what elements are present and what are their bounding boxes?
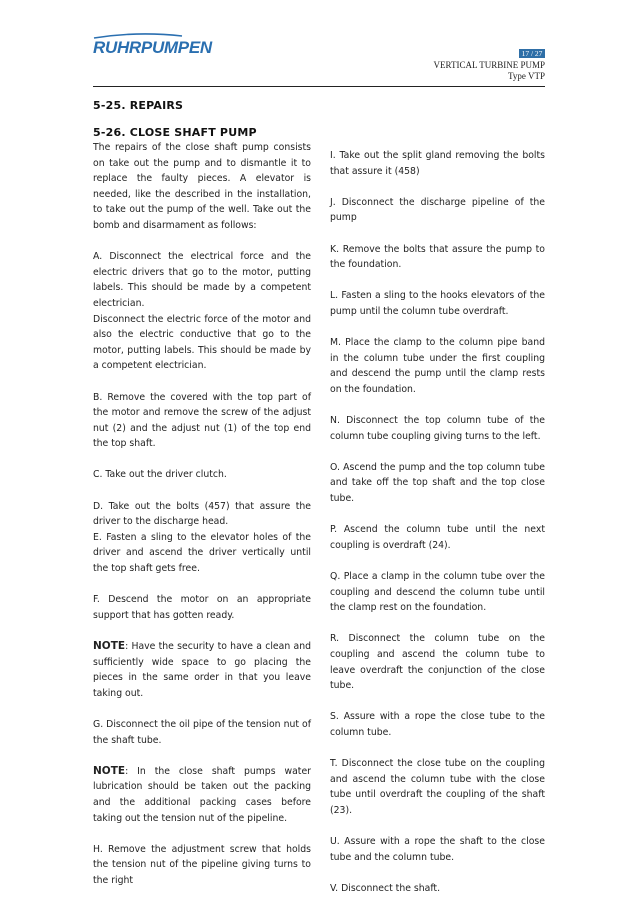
step-d-paragraph: D. Take out the bolts (457) that assure the driver to the discharge head. bbox=[93, 500, 311, 528]
note-2-paragraph bbox=[93, 764, 311, 826]
company-logo: RUHRPUMPEN bbox=[93, 38, 212, 57]
left-text-column bbox=[93, 140, 311, 904]
note-2-label: NOTE bbox=[93, 764, 126, 777]
document-subtitle: Type VTP bbox=[508, 71, 545, 81]
intro-paragraph: The repairs of the close shaft pump consists on take out the pump and to dismantle it to replace the faulty pieces. A elevator is needed, like the described in the installation, to take out the pump of the well. Take out the bomb and disarmament as follows: bbox=[93, 142, 311, 231]
step-h-paragraph: H. Remove the adjustment screw that holds the tension nut of the pipeline giving turns to the right bbox=[93, 843, 311, 886]
step-m-paragraph: M. Place the clamp to the column pipe band in the column tube under the first coupling and descend the pump until the clamp rests on the foundation. bbox=[330, 337, 545, 395]
step-c-paragraph: C. Take out the driver clutch. bbox=[93, 469, 227, 481]
section-heading-close-shaft-pump: 5-26. CLOSE SHAFT PUMP bbox=[93, 126, 257, 139]
header-divider bbox=[93, 86, 545, 87]
note-1-paragraph bbox=[93, 639, 311, 701]
step-a-continued-paragraph: Disconnect the electric force of the motor and also the electric conductive that go to the motor, putting labels. This should be made by a competent electrician. bbox=[93, 313, 311, 372]
step-p-paragraph: P. Ascend the column tube until the next coupling is overdraft (24). bbox=[330, 524, 545, 551]
page-number-badge: 17 / 27 bbox=[519, 49, 545, 58]
step-i-paragraph: I. Take out the split gland removing the bolts that assure it (458) bbox=[330, 150, 545, 177]
note-1-label: NOTE bbox=[93, 640, 126, 652]
step-v-paragraph: V. Disconnect the shaft. bbox=[330, 882, 441, 894]
right-text-column bbox=[330, 148, 545, 912]
step-g-paragraph: G. Disconnect the oil pipe of the tension nut of the shaft tube. bbox=[93, 718, 311, 746]
step-t-paragraph: T. Disconnect the close tube on the coupling and ascend the column tube with the close tube until overdraft the coupling of the shaft (23). bbox=[330, 758, 545, 816]
step-q-paragraph: Q. Place a clamp in the column tube over the coupling and descend the column tube until the clamp rest on the foundation. bbox=[330, 571, 545, 614]
step-l-paragraph: L. Fasten a sling to the hooks elevators of the pump until the column tube overdraft. bbox=[330, 290, 545, 317]
note-2-text: : In the close shaft pumps water lubrication should be taken out the packing and the additional packing cases before taking out the tension nut of the pipeline. bbox=[93, 765, 311, 824]
section-heading-repairs: 5-25. REPAIRS bbox=[93, 99, 184, 112]
step-o-paragraph: O. Ascend the pump and the top column tube and take off the top shaft and the top close tube. bbox=[330, 461, 545, 505]
step-b-paragraph: B. Remove the covered with the top part of the motor and remove the screw of the adjust nut (2) and the adjust nut (1) of the top end the top shaft. bbox=[93, 391, 311, 450]
step-s-paragraph: S. Assure with a rope the close tube to the column tube. bbox=[330, 711, 545, 738]
note-1-text: : Have the security to have a clean and sufficiently wide space to go placing the pieces in the same order in that you leave taking out. bbox=[93, 641, 311, 699]
step-k-paragraph: K. Remove the bolts that assure the pump to the foundation. bbox=[330, 243, 545, 271]
step-j-paragraph: J. Disconnect the discharge pipeline of the pump bbox=[330, 196, 545, 224]
document-title: VERTICAL TURBINE PUMP bbox=[433, 60, 545, 70]
step-f-paragraph: F. Descend the motor on an appropriate support that has gotten ready. bbox=[93, 594, 311, 621]
step-a-paragraph: A. Disconnect the electrical force and the electric drivers that go to the motor, putting labels. This should be made by a competent electrician. bbox=[93, 251, 311, 309]
step-n-paragraph: N. Disconnect the top column tube of the column tube coupling giving turns to the left. bbox=[330, 415, 545, 442]
step-r-paragraph: R. Disconnect the column tube on the coupling and ascend the column tube to leave overdraft the conjunction of the close tube. bbox=[330, 633, 545, 692]
step-e-paragraph: E. Fasten a sling to the elevator holes of the driver and ascend the driver vertically until the top shaft gets free. bbox=[93, 531, 311, 575]
step-u-paragraph: U. Assure with a rope the shaft to the close tube and the column tube. bbox=[330, 836, 545, 863]
